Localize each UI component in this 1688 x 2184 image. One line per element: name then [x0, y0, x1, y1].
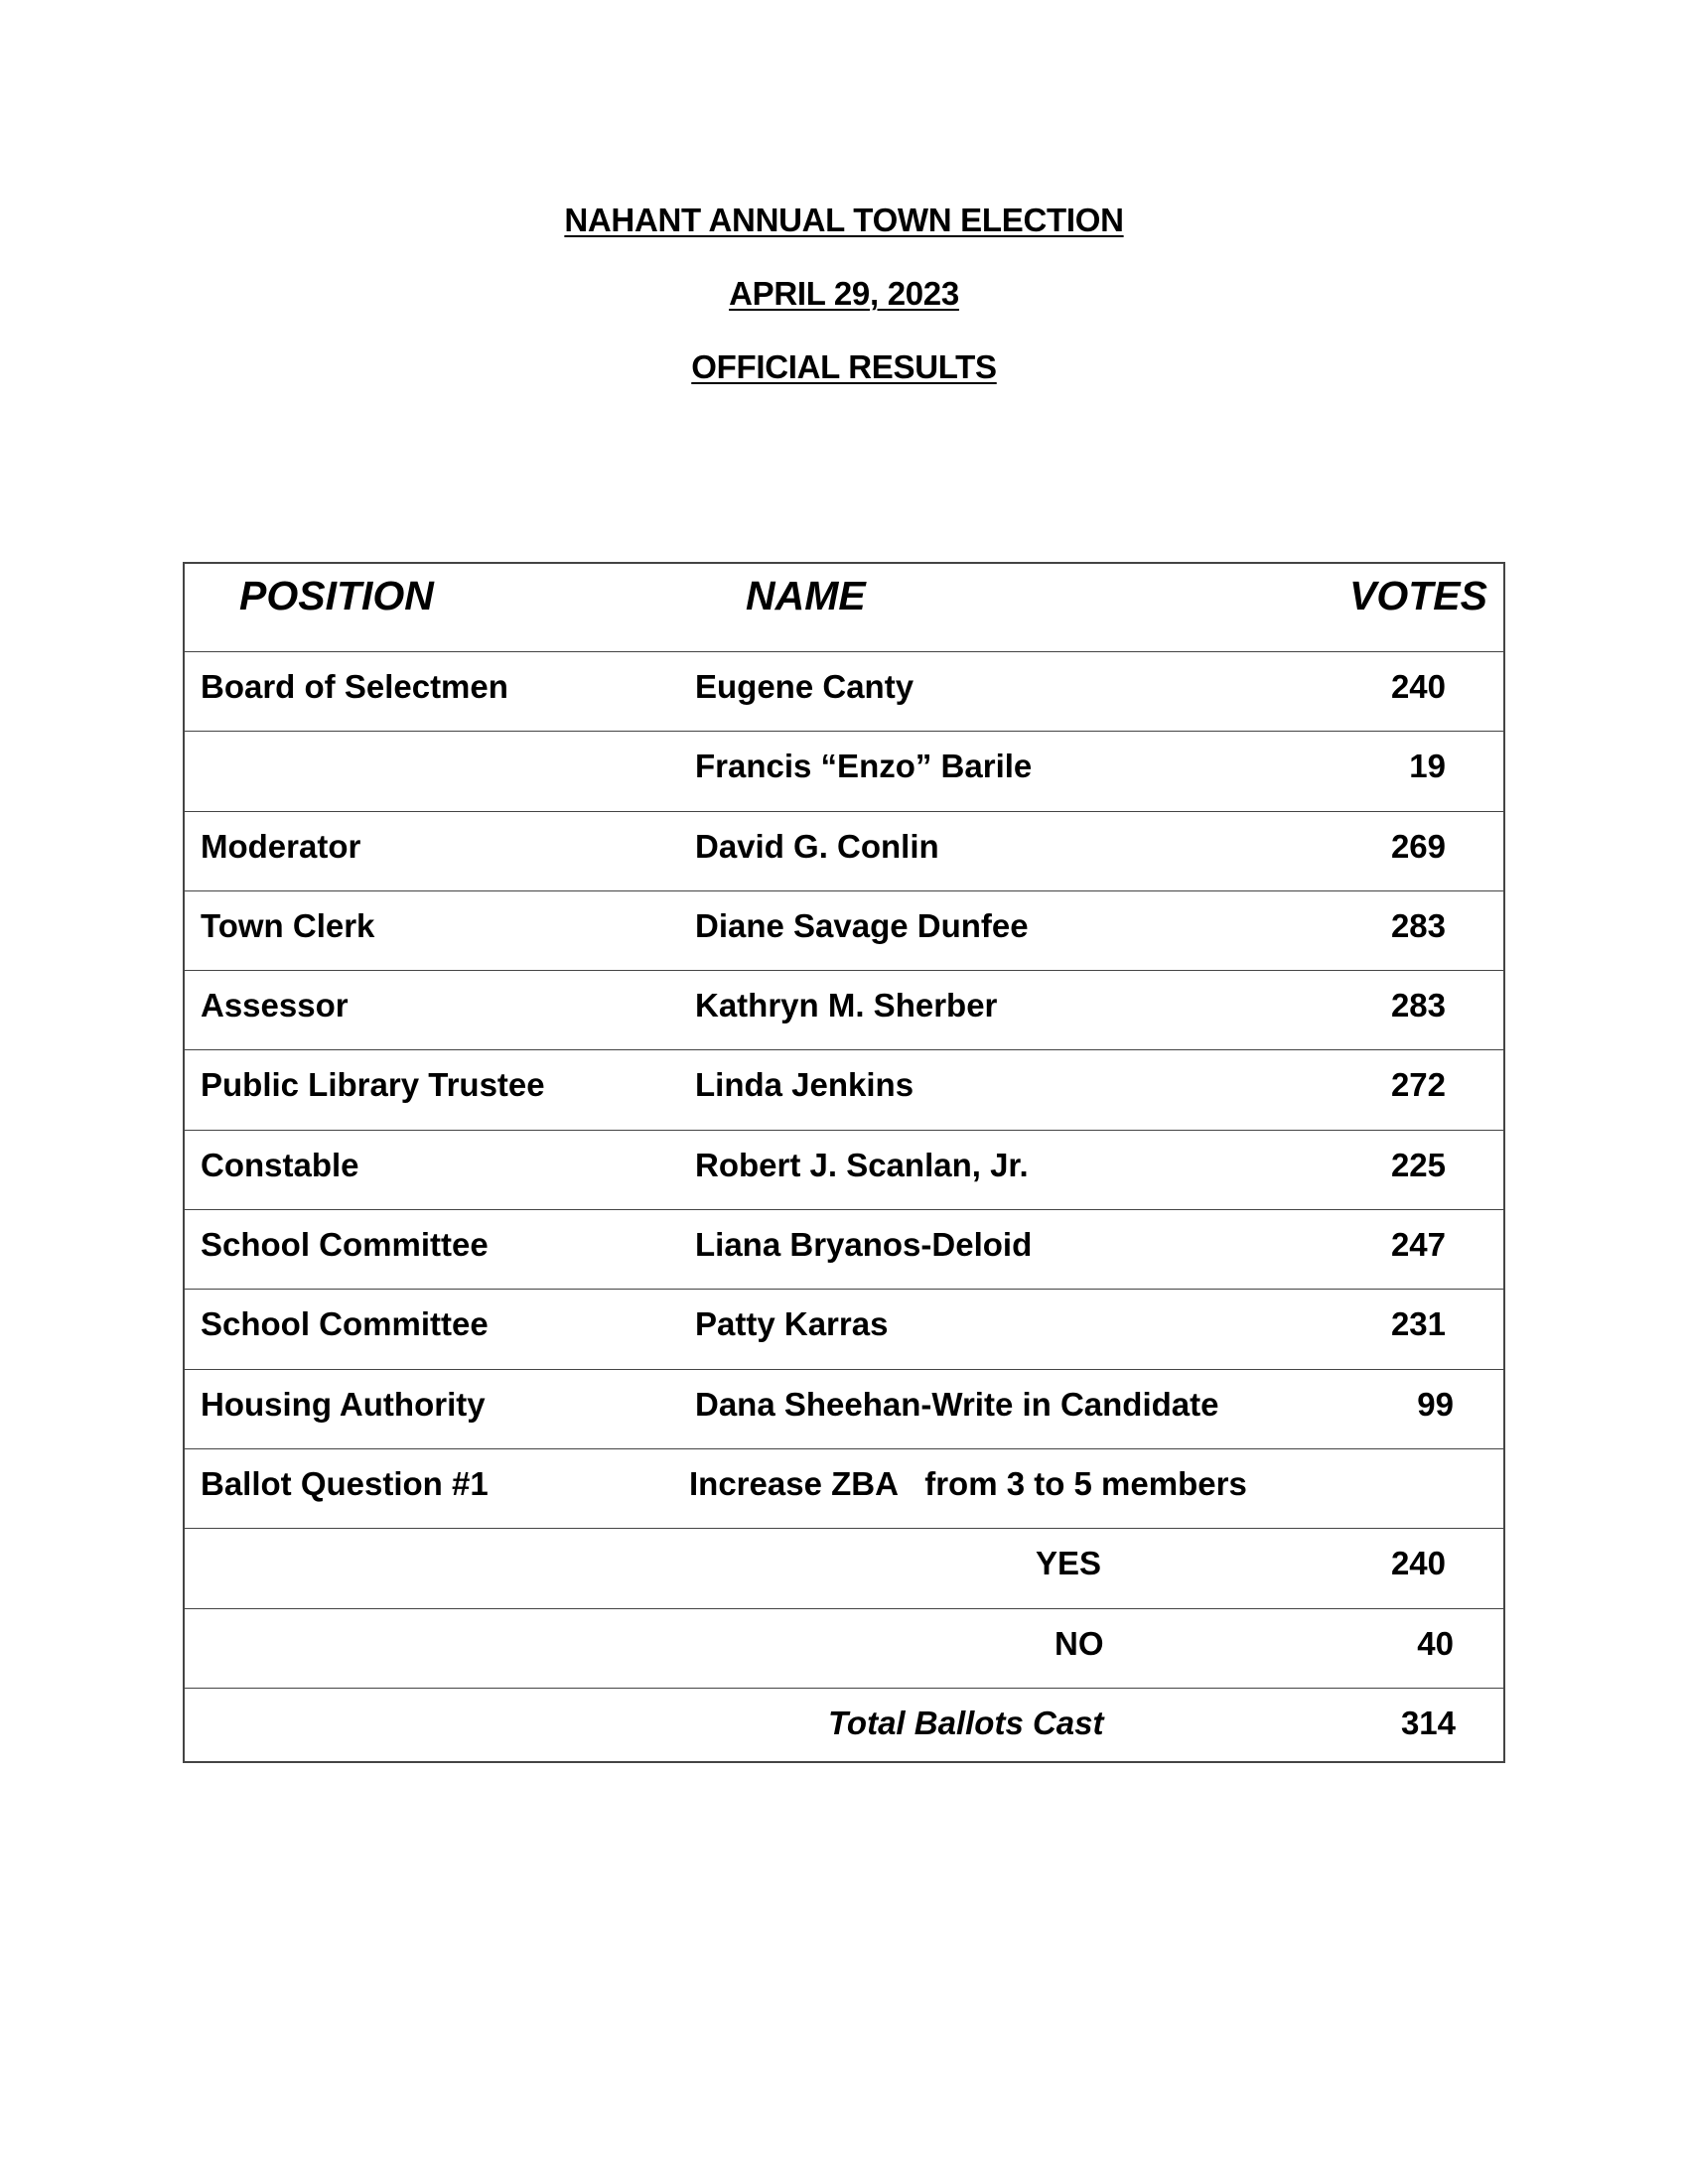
votes-cell: 272 — [1390, 1066, 1446, 1104]
candidate-name-cell: Kathryn M. Sherber — [695, 987, 998, 1024]
ballot-question-row — [185, 1448, 1503, 1528]
ballot-no-row — [185, 1608, 1503, 1688]
candidate-name-cell: David G. Conlin — [695, 827, 939, 865]
total-ballots-label: Total Ballots Cast — [828, 1704, 1104, 1741]
table-header-row — [185, 564, 1503, 651]
position-cell: Town Clerk — [201, 906, 375, 944]
no-votes: 40 — [1417, 1624, 1454, 1662]
candidate-name-cell: Diane Savage Dunfee — [695, 906, 1029, 944]
column-header-votes: VOTES — [1349, 573, 1487, 618]
votes-cell: 269 — [1390, 827, 1446, 865]
total-ballots-row — [185, 1688, 1503, 1761]
table-row — [185, 731, 1503, 810]
votes-cell: 99 — [1417, 1385, 1454, 1423]
table-row — [185, 651, 1503, 731]
position-cell: Public Library Trustee — [201, 1066, 545, 1104]
votes-cell: 240 — [1390, 668, 1446, 705]
position-cell: Constable — [201, 1146, 359, 1183]
column-header-position: POSITION — [239, 573, 434, 618]
votes-cell: 247 — [1390, 1226, 1446, 1264]
total-ballots-votes: 314 — [1400, 1704, 1456, 1741]
votes-cell: 283 — [1390, 906, 1446, 944]
ballot-question-text: Increase ZBA from 3 to 5 members — [689, 1464, 1247, 1502]
candidate-name-cell: Liana Bryanos-Deloid — [695, 1226, 1033, 1264]
votes-cell: 19 — [1409, 748, 1446, 785]
position-cell: School Committee — [201, 1305, 489, 1343]
ballot-yes-row — [185, 1528, 1503, 1607]
votes-cell: 283 — [1390, 987, 1446, 1024]
candidate-name-cell: Dana Sheehan-Write in Candidate — [695, 1385, 1219, 1423]
document-subtitle: OFFICIAL RESULTS — [691, 348, 997, 385]
election-date: APRIL 29, 2023 — [729, 275, 959, 312]
candidate-name-cell: Patty Karras — [695, 1305, 889, 1343]
no-label: NO — [1055, 1624, 1104, 1662]
candidate-name-cell: Robert J. Scanlan, Jr. — [695, 1146, 1029, 1183]
position-cell: Assessor — [201, 987, 349, 1024]
ballot-question-label: Ballot Question #1 — [201, 1464, 489, 1502]
candidate-name-cell: Francis “Enzo” Barile — [695, 748, 1033, 785]
position-cell: Moderator — [201, 827, 361, 865]
table-row — [185, 970, 1503, 1049]
table-row — [185, 1130, 1503, 1209]
votes-cell: 225 — [1390, 1146, 1446, 1183]
candidate-name-cell: Linda Jenkins — [695, 1066, 914, 1104]
document-title: NAHANT ANNUAL TOWN ELECTION — [564, 202, 1124, 238]
table-row — [185, 890, 1503, 970]
position-cell: Housing Authority — [201, 1385, 486, 1423]
table-row — [185, 811, 1503, 890]
table-row — [185, 1049, 1503, 1129]
candidate-name-cell: Eugene Canty — [695, 668, 914, 705]
yes-label: YES — [1036, 1545, 1102, 1582]
table-row — [185, 1289, 1503, 1368]
position-cell: School Committee — [201, 1226, 489, 1264]
table-row — [185, 1209, 1503, 1289]
column-header-name: NAME — [746, 573, 866, 618]
votes-cell: 231 — [1390, 1305, 1446, 1343]
position-cell: Board of Selectmen — [201, 668, 508, 705]
yes-votes: 240 — [1390, 1545, 1446, 1582]
table-row — [185, 1369, 1503, 1448]
results-table — [183, 562, 1505, 1763]
